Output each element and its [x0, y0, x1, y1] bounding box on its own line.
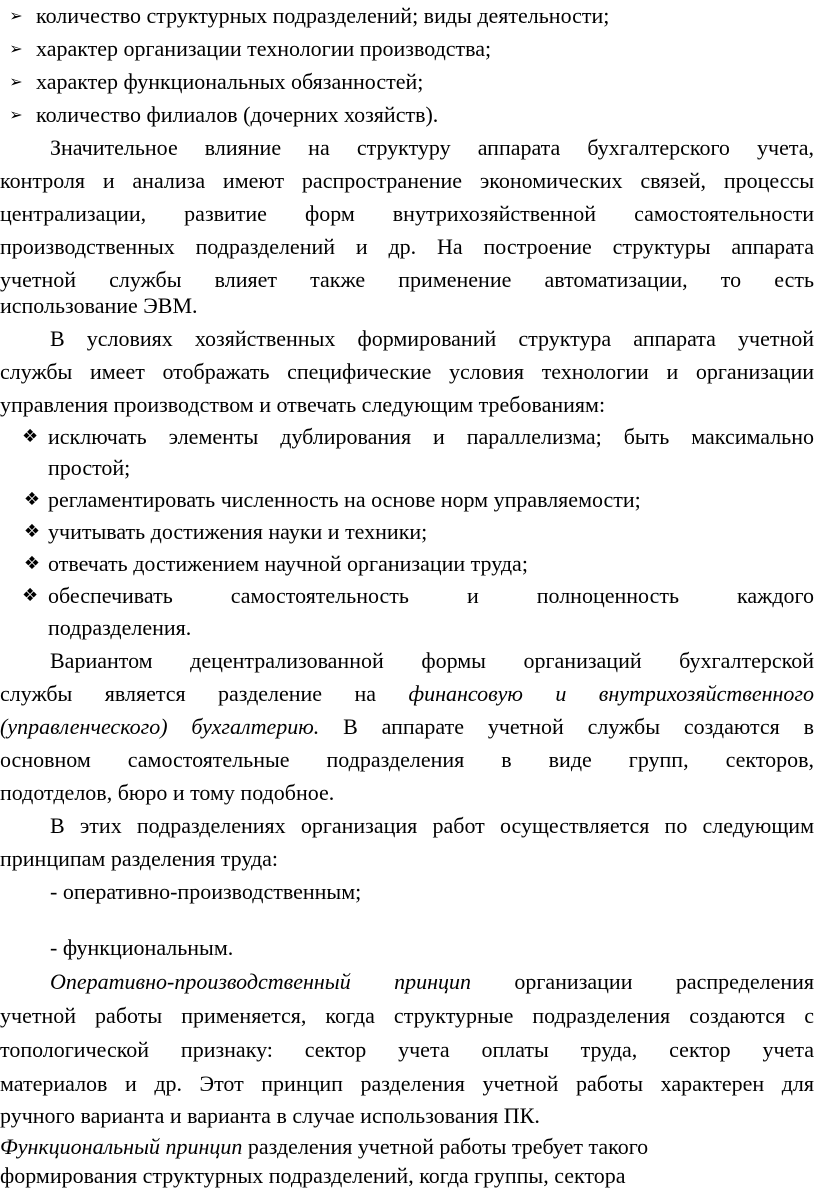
text-run: В аппарате учетной службы создаются в [319, 714, 814, 739]
paragraph-line [0, 1131, 814, 1163]
requirement-item [0, 421, 814, 453]
diamond-bullet-icon: ❖ [22, 585, 39, 606]
paragraph-line [0, 711, 814, 743]
bullet-item [0, 0, 814, 32]
arrow-bullet-icon: ➢ [9, 6, 23, 25]
requirement-continuation: подразделения. [48, 615, 192, 640]
diamond-bullet-icon: ❖ [23, 521, 41, 542]
requirement-continuation: простой; [48, 455, 131, 480]
paragraph-line: производственных подразделений и др. На построение структуры аппарата [0, 234, 814, 259]
principle-item: - функциональным. [50, 935, 234, 960]
requirement-text: регламентировать численность на основе норм управляемости; [48, 487, 641, 512]
paragraph-line: контроля и анализа имеют распространение экономических связей, процессы [0, 168, 814, 193]
paragraph-line: топологической признаку: сектор учета оплаты труда, сектор учета [0, 1037, 814, 1062]
paragraph-line [0, 678, 814, 710]
principle-item: - оперативно-производственным; [50, 879, 362, 904]
diamond-bullet-icon: ❖ [23, 489, 41, 510]
requirement-text: отвечать достижением научной организации труда; [48, 551, 528, 576]
arrow-bullet-icon: ➢ [9, 105, 23, 124]
bullet-item [0, 33, 814, 65]
paragraph-line: централизации, развитие форм внутрихозяйственной самостоятельности [0, 201, 814, 226]
bullet-text: количество филиалов (дочерних хозяйств). [36, 102, 439, 127]
bullet-text: характер организации технологии производства; [36, 36, 492, 61]
paragraph-line: ручного варианта и варианта в случае использования ПК. [0, 1103, 540, 1128]
paragraph-line: основном самостоятельные подразделения в виде групп, секторов, [0, 747, 814, 772]
diamond-bullet-icon: ❖ [22, 426, 39, 447]
bullet-text: количество структурных подразделений; виды деятельности; [36, 3, 610, 28]
requirement-item [0, 580, 814, 612]
paragraph-line: В этих подразделениях организация работ осуществляется по следующим [50, 813, 814, 838]
paragraph-line: принципам разделения труда: [0, 846, 279, 871]
bullet-item [0, 99, 814, 131]
requirement-text: обеспечивать самостоятельность и полноценность каждого [48, 583, 814, 608]
arrow-bullet-icon: ➢ [9, 39, 23, 58]
text-run: организации распределения [471, 969, 814, 994]
italic-term: финансовую и внутрихозяйственного [408, 681, 814, 706]
paragraph-line: управления производством и отвечать следующим требованиям: [0, 392, 606, 417]
requirement-item [0, 516, 814, 548]
requirement-text: исключать элементы дублирования и параллелизма; быть максимально [48, 424, 814, 449]
paragraph-line: Вариантом децентрализованной формы организаций бухгалтерской [50, 648, 814, 673]
italic-term: Оперативно-производственный принцип [50, 969, 471, 994]
paragraph-line [0, 966, 814, 998]
paragraph-line: В условиях хозяйственных формирований структура аппарата учетной [50, 326, 814, 351]
paragraph-line: Значительное влияние на структуру аппарата бухгалтерского учета, [50, 135, 814, 160]
bullet-text: характер функциональных обязанностей; [36, 69, 424, 94]
paragraph-line: учетной работы применяется, когда структурные подразделения создаются с [0, 1003, 814, 1028]
requirement-item [0, 548, 814, 580]
paragraph-line: материалов и др. Этот принцип разделения учетной работы характерен для [0, 1071, 814, 1096]
paragraph-line: подотделов, бюро и тому подобное. [0, 780, 335, 805]
requirement-item [0, 484, 814, 516]
text-run: службы является разделение на [0, 681, 409, 706]
requirement-text: учитывать достижения науки и техники; [48, 519, 428, 544]
paragraph-line: учетной службы влияет также применение автоматизации, то есть [0, 267, 814, 292]
paragraph-line: использование ЭВМ. [0, 293, 198, 318]
arrow-bullet-icon: ➢ [9, 72, 23, 91]
diamond-bullet-icon: ❖ [23, 553, 41, 574]
italic-term: (управленческого) бухгалтерию. [0, 714, 320, 739]
italic-term: Функциональный принцип [0, 1134, 243, 1159]
paragraph-line: службы имеет отображать специфические условия технологии и организации [0, 359, 814, 384]
paragraph-line: формирования структурных подразделений, когда группы, сектора [0, 1163, 626, 1188]
text-run: разделения учетной работы требует такого [242, 1134, 649, 1159]
bullet-item [0, 66, 814, 98]
